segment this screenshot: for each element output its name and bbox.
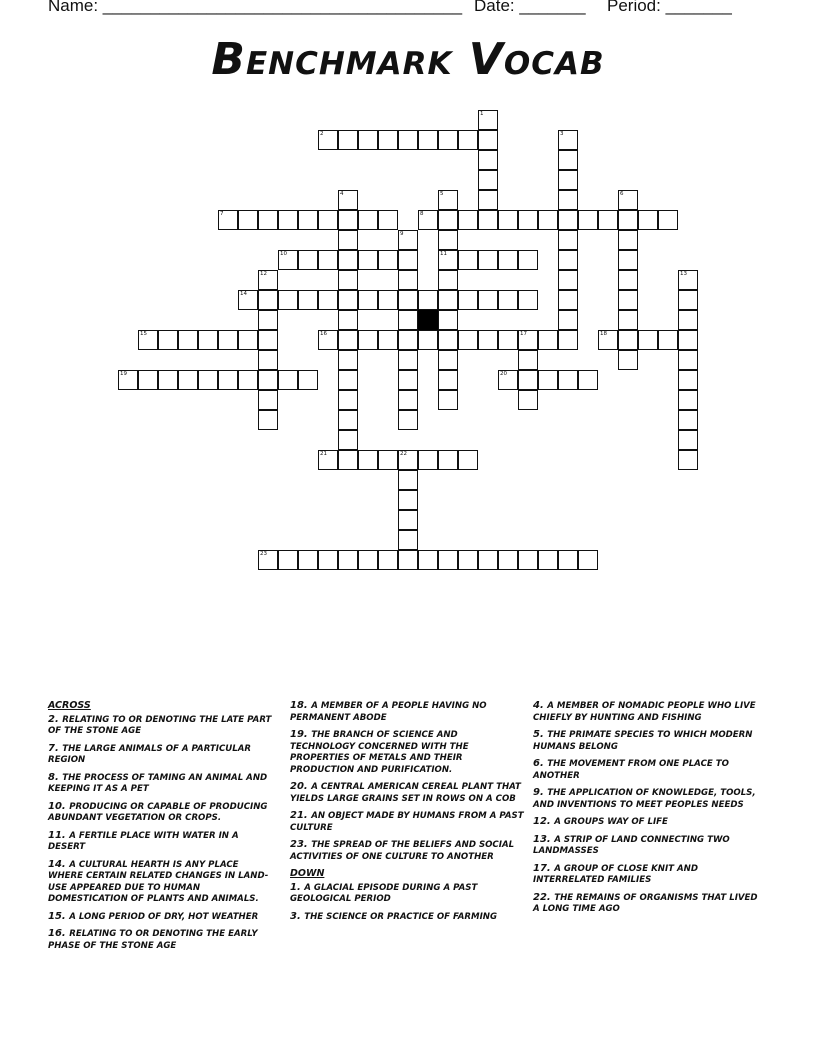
clue-number-6: 6 <box>620 191 624 197</box>
grid-cell[interactable] <box>398 530 418 550</box>
clue-text: A FERTILE PLACE WITH WATER IN A DESERT <box>48 830 239 852</box>
grid-cell[interactable] <box>338 210 358 230</box>
grid-cell[interactable] <box>318 290 338 310</box>
clue-text: A CULTURAL HEARTH IS ANY PLACE WHERE CERTAIN RELATED CHANGES IN LAND-USE APPEARED DUE TO HUMAN DOMESTICATION OF PLANTS AND ANIMALS. <box>48 859 269 904</box>
grid-cell[interactable] <box>578 370 598 390</box>
grid-cell[interactable] <box>678 430 698 450</box>
clue-item <box>533 816 758 829</box>
grid-cell[interactable] <box>378 550 398 570</box>
clue-text: PRODUCING OR CAPABLE OF PRODUCING ABUNDANT VEGETATION OR CROPS. <box>48 801 268 823</box>
grid-cell[interactable] <box>378 210 398 230</box>
clue-text: THE PRIMATE SPECIES TO WHICH MODERN HUMANS BELONG <box>533 730 753 752</box>
grid-cell[interactable] <box>298 370 318 390</box>
clue-text: A LONG PERIOD OF DRY, HOT WEATHER <box>69 911 259 922</box>
clue-num: 18. <box>290 700 312 711</box>
grid-cell[interactable] <box>398 510 418 530</box>
grid-cell[interactable] <box>278 250 298 270</box>
clue-num: 1. <box>290 881 305 893</box>
grid-cell[interactable] <box>458 210 478 230</box>
clue-number-20: 20 <box>500 371 507 377</box>
grid-cell[interactable] <box>538 370 558 390</box>
grid-cell[interactable] <box>278 290 298 310</box>
clue-text: A GROUP OF CLOSE KNIT AND INTERRELATED FAMILIES <box>533 863 698 885</box>
grid-cell[interactable] <box>398 250 418 270</box>
grid-cell[interactable] <box>438 450 458 470</box>
grid-cell[interactable] <box>378 250 398 270</box>
grid-cell[interactable] <box>538 330 558 350</box>
grid-cell[interactable] <box>678 370 698 390</box>
grid-cell[interactable] <box>398 350 418 370</box>
grid-cell[interactable] <box>338 270 358 290</box>
clue-item <box>533 758 758 782</box>
grid-cell[interactable] <box>518 350 538 370</box>
grid-cell[interactable] <box>398 470 418 490</box>
clue-number-23: 23 <box>260 551 267 557</box>
grid-cell[interactable] <box>638 210 658 230</box>
clue-text: AN OBJECT MADE BY HUMANS FROM A PAST CULTURE <box>290 811 524 833</box>
clue-text: RELATING TO OR DENOTING THE LATE PART OF THE STONE AGE <box>48 714 272 736</box>
clue-item <box>290 729 525 776</box>
grid-cell[interactable] <box>478 330 498 350</box>
grid-cell[interactable] <box>338 550 358 570</box>
grid-cell[interactable] <box>398 370 418 390</box>
grid-cell[interactable] <box>258 350 278 370</box>
grid-cell[interactable] <box>358 250 378 270</box>
clue-text: A GROUPS WAY OF LIFE <box>554 817 668 827</box>
grid-cell[interactable] <box>558 550 578 570</box>
grid-cell[interactable] <box>518 210 538 230</box>
grid-cell[interactable] <box>338 350 358 370</box>
grid-cell[interactable] <box>558 190 578 210</box>
grid-cell[interactable] <box>438 250 458 270</box>
clue-text: A CENTRAL AMERICAN CEREAL PLANT THAT YIELDS LARGE GRAINS SET IN ROWS ON A COB <box>290 782 521 804</box>
grid-cell[interactable] <box>618 330 638 350</box>
grid-cell[interactable] <box>338 430 358 450</box>
grid-cell[interactable] <box>618 270 638 290</box>
grid-cell[interactable] <box>178 330 198 350</box>
clue-number-21: 21 <box>320 451 327 457</box>
grid-cell[interactable] <box>678 390 698 410</box>
clue-item <box>533 787 758 811</box>
clue-text: THE MOVEMENT FROM ONE PLACE TO ANOTHER <box>533 759 729 781</box>
grid-cell[interactable] <box>458 250 478 270</box>
grid-cell[interactable] <box>358 210 378 230</box>
clue-num: 14. <box>48 858 70 870</box>
grid-cell[interactable] <box>518 330 538 350</box>
clue-text: THE SPREAD OF THE BELIEFS AND SOCIAL ACTIVITIES OF ONE CULTURE TO ANOTHER <box>290 840 515 862</box>
grid-cell[interactable] <box>318 450 338 470</box>
grid-cell[interactable] <box>398 390 418 410</box>
grid-cell[interactable] <box>478 150 498 170</box>
clue-number-7: 7 <box>220 211 224 217</box>
grid-cell[interactable] <box>318 330 338 350</box>
grid-cell[interactable] <box>518 390 538 410</box>
clue-item <box>533 834 758 858</box>
grid-cell[interactable] <box>338 370 358 390</box>
clue-text: THE LARGE ANIMALS OF A PARTICULAR REGION <box>48 743 252 765</box>
grid-cell[interactable] <box>238 370 258 390</box>
clue-number-1: 1 <box>480 111 484 117</box>
grid-cell[interactable] <box>438 350 458 370</box>
grid-cell[interactable] <box>398 490 418 510</box>
grid-cell[interactable] <box>558 150 578 170</box>
grid-cell[interactable] <box>138 330 158 350</box>
grid-cell[interactable] <box>238 330 258 350</box>
clue-item <box>290 781 525 805</box>
grid-cell[interactable] <box>438 310 458 330</box>
clue-num: 17. <box>533 862 555 874</box>
grid-cell[interactable] <box>678 310 698 330</box>
clue-item <box>48 743 273 767</box>
grid-cell[interactable] <box>318 210 338 230</box>
grid-cell[interactable] <box>218 370 238 390</box>
grid-cell[interactable] <box>578 550 598 570</box>
clue-item <box>290 882 525 906</box>
grid-cell[interactable] <box>338 230 358 250</box>
clue-text: A STRIP OF LAND CONNECTING TWO LANDMASSES <box>533 834 730 856</box>
grid-cell[interactable] <box>678 350 698 370</box>
grid-cell[interactable] <box>398 410 418 430</box>
clue-item <box>533 863 758 887</box>
grid-cell[interactable] <box>478 550 498 570</box>
clue-num: 2. <box>48 713 63 725</box>
grid-cell[interactable] <box>338 310 358 330</box>
grid-cell[interactable] <box>378 290 398 310</box>
grid-cell[interactable] <box>258 550 278 570</box>
clue-number-5: 5 <box>440 191 444 197</box>
grid-cell[interactable] <box>658 330 678 350</box>
clue-item <box>48 801 273 825</box>
grid-cell[interactable] <box>678 270 698 290</box>
grid-cell[interactable] <box>218 210 238 230</box>
grid-cell[interactable] <box>658 210 678 230</box>
grid-cell[interactable] <box>378 330 398 350</box>
grid-cell[interactable] <box>518 290 538 310</box>
grid-cell[interactable] <box>258 270 278 290</box>
grid-cell[interactable] <box>338 410 358 430</box>
clue-num: 11. <box>48 829 70 841</box>
grid-cell[interactable] <box>258 310 278 330</box>
grid-cell[interactable] <box>458 450 478 470</box>
grid-cell[interactable] <box>618 190 638 210</box>
grid-cell[interactable] <box>158 330 178 350</box>
clue-number-19: 19 <box>120 371 127 377</box>
clue-number-18: 18 <box>600 331 607 337</box>
clue-num: 8. <box>48 771 63 783</box>
grid-cell[interactable] <box>398 290 418 310</box>
grid-cell[interactable] <box>338 330 358 350</box>
grid-cell[interactable] <box>478 290 498 310</box>
grid-cell[interactable] <box>558 230 578 250</box>
grid-cell[interactable] <box>558 130 578 150</box>
grid-cell[interactable] <box>678 450 698 470</box>
clue-item <box>48 859 273 906</box>
grid-cell[interactable] <box>438 130 458 150</box>
grid-cell[interactable] <box>398 270 418 290</box>
grid-cell[interactable] <box>618 350 638 370</box>
grid-cell[interactable] <box>478 110 498 130</box>
clue-text: A MEMBER OF A PEOPLE HAVING NO PERMANENT ABODE <box>290 701 487 723</box>
clue-item <box>533 729 758 753</box>
grid-cell[interactable] <box>618 230 638 250</box>
grid-cell[interactable] <box>618 310 638 330</box>
grid-cell[interactable] <box>598 210 618 230</box>
clue-text: THE APPLICATION OF KNOWLEDGE, TOOLS, AND INVENTIONS TO MEET PEOPLES NEEDS <box>533 788 756 810</box>
grid-cell[interactable] <box>438 230 458 250</box>
page-title: Benchmark Vocab <box>211 34 605 85</box>
clue-item <box>290 839 525 863</box>
grid-cell[interactable] <box>298 210 318 230</box>
grid-cell[interactable] <box>458 130 478 150</box>
grid-cell[interactable] <box>378 130 398 150</box>
clue-text: THE BRANCH OF SCIENCE AND TECHNOLOGY CONCERNED WITH THE PROPERTIES OF METALS AND THEIR PRODUCTION AND PURIFICATION. <box>290 730 469 775</box>
grid-cell[interactable] <box>298 250 318 270</box>
grid-cell[interactable] <box>278 210 298 230</box>
grid-cell[interactable] <box>458 550 478 570</box>
clue-column-3 <box>533 700 758 921</box>
grid-cell[interactable] <box>578 210 598 230</box>
clue-number-12: 12 <box>260 271 267 277</box>
grid-cell[interactable] <box>458 290 478 310</box>
clue-num: 12. <box>533 816 555 827</box>
clue-item <box>48 928 273 952</box>
grid-cell[interactable] <box>518 550 538 570</box>
grid-cell[interactable] <box>418 550 438 570</box>
grid-cell[interactable] <box>338 450 358 470</box>
grid-cell[interactable] <box>618 290 638 310</box>
grid-cell[interactable] <box>298 290 318 310</box>
clue-item <box>48 714 273 738</box>
grid-cell[interactable] <box>438 330 458 350</box>
clue-item <box>48 911 273 924</box>
grid-cell[interactable] <box>438 290 458 310</box>
grid-cell[interactable] <box>318 250 338 270</box>
grid-cell[interactable] <box>438 270 458 290</box>
clue-num: 22. <box>533 891 555 903</box>
grid-cell[interactable] <box>298 550 318 570</box>
grid-cell[interactable] <box>378 450 398 470</box>
grid-cell[interactable] <box>678 290 698 310</box>
clue-item <box>290 911 525 924</box>
clue-num: 16. <box>48 928 70 939</box>
grid-cell[interactable] <box>398 130 418 150</box>
grid-cell[interactable] <box>498 250 518 270</box>
grid-cell[interactable] <box>438 370 458 390</box>
grid-cell[interactable] <box>358 450 378 470</box>
grid-cell[interactable] <box>398 230 418 250</box>
clue-num: 13. <box>533 833 555 845</box>
grid-cell[interactable] <box>258 410 278 430</box>
grid-cell[interactable] <box>538 210 558 230</box>
black-square <box>418 310 438 330</box>
clue-number-2: 2 <box>320 131 324 137</box>
clue-num: 3. <box>290 910 305 922</box>
grid-cell[interactable] <box>438 550 458 570</box>
clue-num: 23. <box>290 839 312 850</box>
clue-text: THE PROCESS OF TAMING AN ANIMAL AND KEEPING IT AS A PET <box>48 772 268 794</box>
clue-column-2 <box>290 700 525 928</box>
clue-num: 19. <box>290 729 312 740</box>
clue-number-14: 14 <box>240 291 247 297</box>
clue-number-3: 3 <box>560 131 564 137</box>
grid-cell[interactable] <box>558 290 578 310</box>
clue-item <box>290 700 525 724</box>
clue-item <box>48 772 273 796</box>
grid-cell[interactable] <box>438 390 458 410</box>
grid-cell[interactable] <box>678 330 698 350</box>
grid-cell[interactable] <box>518 250 538 270</box>
grid-cell[interactable] <box>678 410 698 430</box>
clue-item <box>290 810 525 834</box>
grid-cell[interactable] <box>218 330 238 350</box>
clue-number-15: 15 <box>140 331 147 337</box>
clue-number-10: 10 <box>280 251 287 257</box>
grid-cell[interactable] <box>558 170 578 190</box>
clue-number-11: 11 <box>440 251 447 257</box>
grid-cell[interactable] <box>278 370 298 390</box>
clue-num: 9. <box>533 787 548 798</box>
grid-cell[interactable] <box>398 450 418 470</box>
clue-num: 5. <box>533 729 548 740</box>
grid-cell[interactable] <box>258 290 278 310</box>
clue-text: THE SCIENCE OR PRACTICE OF FARMING <box>304 911 498 922</box>
clue-num: 7. <box>48 742 63 754</box>
grid-cell[interactable] <box>258 210 278 230</box>
grid-cell[interactable] <box>258 370 278 390</box>
grid-cell[interactable] <box>418 330 438 350</box>
clue-number-22: 22 <box>400 451 407 457</box>
grid-cell[interactable] <box>558 270 578 290</box>
grid-cell[interactable] <box>638 330 658 350</box>
grid-cell[interactable] <box>338 130 358 150</box>
grid-cell[interactable] <box>358 290 378 310</box>
grid-cell[interactable] <box>358 330 378 350</box>
grid-cell[interactable] <box>478 250 498 270</box>
clue-item <box>533 892 758 916</box>
grid-cell[interactable] <box>138 370 158 390</box>
grid-cell[interactable] <box>478 130 498 150</box>
grid-cell[interactable] <box>418 130 438 150</box>
grid-cell[interactable] <box>118 370 138 390</box>
grid-cell[interactable] <box>358 130 378 150</box>
grid-cell[interactable] <box>198 330 218 350</box>
grid-cell[interactable] <box>618 250 638 270</box>
clue-num: 6. <box>533 758 548 769</box>
grid-cell[interactable] <box>558 250 578 270</box>
grid-cell[interactable] <box>458 330 478 350</box>
grid-cell[interactable] <box>518 370 538 390</box>
grid-cell[interactable] <box>498 210 518 230</box>
grid-cell[interactable] <box>198 370 218 390</box>
grid-cell[interactable] <box>498 290 518 310</box>
grid-cell[interactable] <box>258 390 278 410</box>
clue-number-16: 16 <box>320 331 327 337</box>
period-field[interactable]: Period: _______ <box>607 0 732 15</box>
clue-text: A MEMBER OF NOMADIC PEOPLE WHO LIVE CHIEFLY BY HUNTING AND FISHING <box>533 701 756 723</box>
grid-cell[interactable] <box>558 370 578 390</box>
grid-cell[interactable] <box>618 210 638 230</box>
grid-cell[interactable] <box>278 550 298 570</box>
grid-cell[interactable] <box>238 210 258 230</box>
clue-item <box>48 830 273 854</box>
clue-text: RELATING TO OR DENOTING THE EARLY PHASE OF THE STONE AGE <box>48 929 258 951</box>
grid-cell[interactable] <box>398 330 418 350</box>
grid-cell[interactable] <box>478 190 498 210</box>
clue-num: 10. <box>48 800 70 812</box>
grid-cell[interactable] <box>258 330 278 350</box>
grid-cell[interactable] <box>498 330 518 350</box>
clue-number-13: 13 <box>680 271 687 277</box>
clue-text: A GLACIAL EPISODE DURING A PAST GEOLOGICAL PERIOD <box>290 882 478 904</box>
grid-cell[interactable] <box>398 550 418 570</box>
date-field[interactable]: Date: _______ <box>474 0 586 15</box>
grid-cell[interactable] <box>178 370 198 390</box>
grid-cell[interactable] <box>318 130 338 150</box>
clue-number-8: 8 <box>420 211 424 217</box>
grid-cell[interactable] <box>478 210 498 230</box>
section-heading-down: DOWN <box>290 868 325 879</box>
grid-cell[interactable] <box>398 310 418 330</box>
grid-cell[interactable] <box>558 330 578 350</box>
grid-cell[interactable] <box>558 310 578 330</box>
clue-item <box>533 700 758 724</box>
grid-cell[interactable] <box>318 550 338 570</box>
grid-cell[interactable] <box>498 550 518 570</box>
clue-num: 15. <box>48 910 70 922</box>
grid-cell[interactable] <box>418 210 438 230</box>
clue-column-1 <box>48 700 273 957</box>
grid-cell[interactable] <box>418 450 438 470</box>
grid-cell[interactable] <box>438 210 458 230</box>
grid-cell[interactable] <box>338 390 358 410</box>
grid-cell[interactable] <box>438 190 458 210</box>
grid-cell[interactable] <box>338 250 358 270</box>
grid-cell[interactable] <box>158 370 178 390</box>
grid-cell[interactable] <box>338 290 358 310</box>
grid-cell[interactable] <box>478 170 498 190</box>
section-heading-across: ACROSS <box>48 700 91 711</box>
clue-number-4: 4 <box>340 191 344 197</box>
grid-cell[interactable] <box>538 550 558 570</box>
clue-num: 21. <box>290 810 312 821</box>
grid-cell[interactable] <box>498 370 518 390</box>
clue-number-17: 17 <box>520 331 527 337</box>
grid-cell[interactable] <box>558 210 578 230</box>
grid-cell[interactable] <box>358 550 378 570</box>
name-field[interactable]: Name: ______________________________________ <box>48 0 463 15</box>
grid-cell[interactable] <box>338 190 358 210</box>
clue-text: THE REMAINS OF ORGANISMS THAT LIVED A LONG TIME AGO <box>533 892 758 914</box>
clue-num: 4. <box>533 700 548 711</box>
clue-number-9: 9 <box>400 231 404 237</box>
grid-cell[interactable] <box>238 290 258 310</box>
clue-num: 20. <box>290 781 312 792</box>
grid-cell[interactable] <box>418 290 438 310</box>
grid-cell[interactable] <box>598 330 618 350</box>
